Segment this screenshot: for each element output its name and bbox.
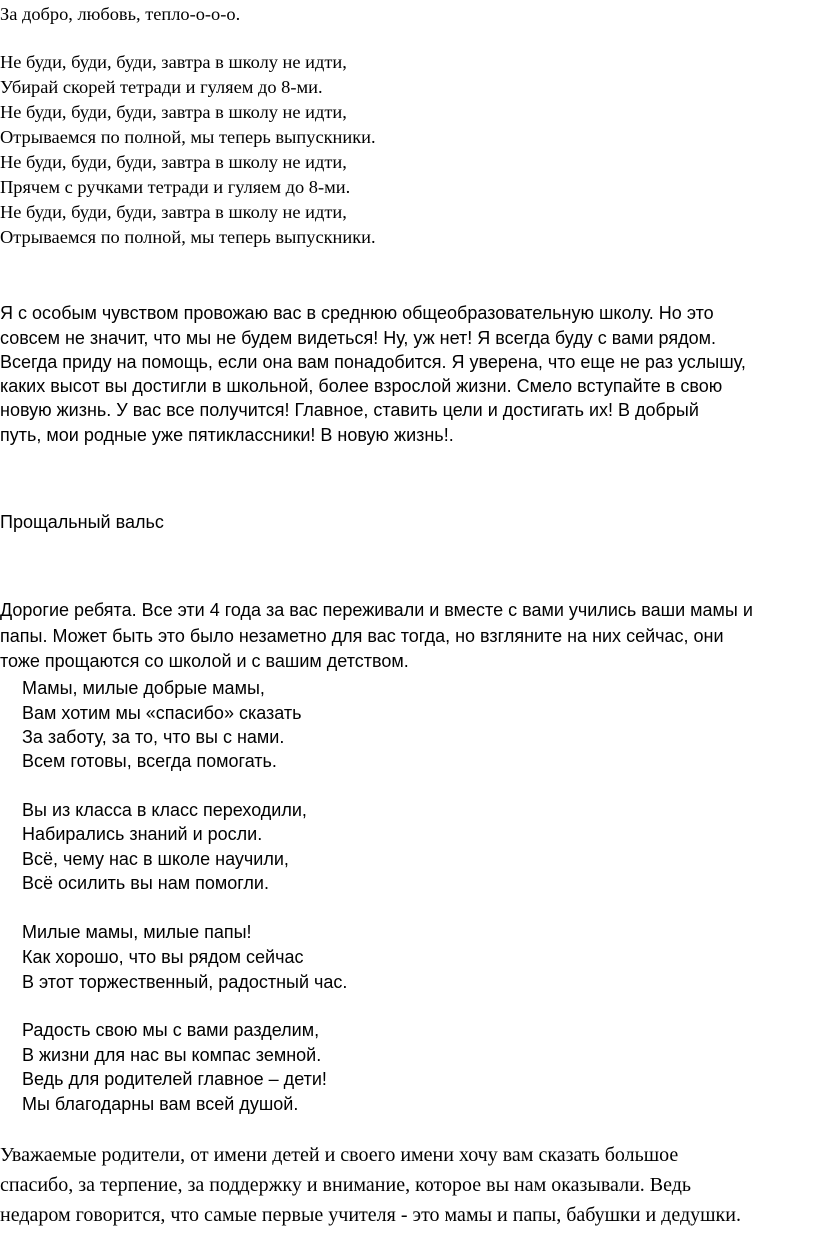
poem-line: Мы благодарны вам всей душой. bbox=[22, 1094, 299, 1114]
poem-line: Вы из класса в класс переходили, bbox=[22, 800, 307, 820]
paragraph-line: путь, мои родные уже пятиклассники! В новую жизнь!. bbox=[0, 425, 454, 445]
paragraph-line: спасибо, за терпение, за поддержку и внимание, которое вы нам оказывали. Ведь bbox=[0, 1174, 692, 1196]
paragraph-line: Я с особым чувством провожаю вас в среднюю общеобразовательную школу. Но это bbox=[0, 303, 714, 323]
poem-line: Радость свою мы с вами разделим, bbox=[22, 1020, 320, 1040]
chorus-line: Отрываемся по полной, мы теперь выпускники. bbox=[0, 227, 376, 247]
paragraph-line: Дорогие ребята. Все эти 4 года за вас переживали и вместе с вами учились ваши мамы и bbox=[0, 600, 753, 620]
section-title: Прощальный вальс bbox=[0, 512, 164, 532]
paragraph-line: Уважаемые родители, от имени детей и своего имени хочу вам сказать большое bbox=[0, 1144, 679, 1166]
poem-line: Всё осилить вы нам помогли. bbox=[22, 873, 269, 893]
poem-line: Ведь для родителей главное – дети! bbox=[22, 1069, 327, 1089]
chorus-line: Убирай скорей тетради и гуляем до 8-ми. bbox=[0, 77, 323, 97]
poem-line: За заботу, за то, что вы с нами. bbox=[22, 727, 285, 747]
paragraph-line: папы. Может быть это было незаметно для вас тогда, но взгляните на них сейчас, они bbox=[0, 626, 724, 646]
chorus-line: Не буди, буди, буди, завтра в школу не идти, bbox=[0, 152, 347, 172]
chorus-line: Не буди, буди, буди, завтра в школу не идти, bbox=[0, 52, 347, 72]
paragraph-line: недаром говорится, что самые первые учителя - это мамы и папы, бабушки и дедушки. bbox=[0, 1204, 741, 1226]
paragraph-line: новую жизнь. У вас все получится! Главное, ставить цели и достигать их! В добрый bbox=[0, 400, 699, 420]
paragraph-line: каких высот вы достигли в школьной, более взрослой жизни. Смело вступайте в свою bbox=[0, 376, 723, 396]
poem-line: Милые мамы, милые папы! bbox=[22, 922, 252, 942]
intro-line: За добро, любовь, тепло-о-о-о. bbox=[0, 4, 241, 24]
poem-line: В жизни для нас вы компас земной. bbox=[22, 1045, 322, 1065]
poem-line: Набирались знаний и росли. bbox=[22, 824, 263, 844]
poem-line: Вам хотим мы «спасибо» сказать bbox=[22, 703, 302, 723]
paragraph-line: тоже прощаются со школой и с вашим детством. bbox=[0, 651, 409, 671]
chorus-line: Прячем с ручками тетради и гуляем до 8-ми. bbox=[0, 177, 351, 197]
chorus-line: Не буди, буди, буди, завтра в школу не идти, bbox=[0, 202, 347, 222]
poem-line: Всё, чему нас в школе научили, bbox=[22, 849, 289, 869]
paragraph-line: Всегда приду на помощь, если она вам понадобится. Я уверена, что еще не раз услышу, bbox=[0, 352, 746, 372]
poem-line: В этот торжественный, радостный час. bbox=[22, 972, 348, 992]
poem-line: Мамы, милые добрые мамы, bbox=[22, 678, 265, 698]
poem-line: Всем готовы, всегда помогать. bbox=[22, 751, 277, 771]
chorus-line: Отрываемся по полной, мы теперь выпускники. bbox=[0, 127, 376, 147]
paragraph-line: совсем не значит, что мы не будем видеться! Ну, уж нет! Я всегда буду с вами рядом. bbox=[0, 328, 716, 348]
chorus-line: Не буди, буди, буди, завтра в школу не идти, bbox=[0, 102, 347, 122]
poem-line: Как хорошо, что вы рядом сейчас bbox=[22, 947, 304, 967]
